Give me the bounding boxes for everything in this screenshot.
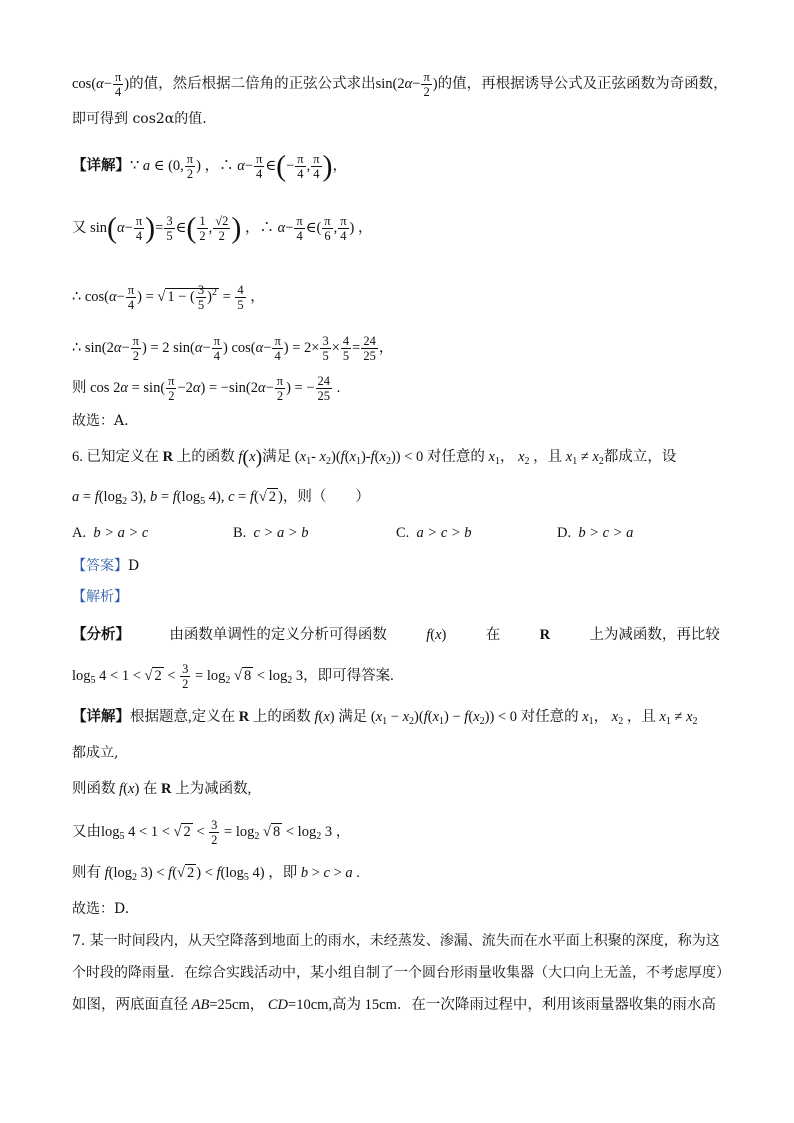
detail-line: 则有 $f(\log_2$ 3) < f(√ 2 ) < $f(\log_5$ 4) ，即 b > c > a .: [72, 865, 360, 883]
answer-line: [72, 555, 139, 577]
question-7-line: 如图，两底面直径 AB=25cm， CD=10cm,高为 15cm．在一次降雨过程中，利用该雨量器收集的雨水高: [72, 997, 716, 1013]
detail-label: 【详解】: [72, 157, 130, 174]
text-line: cos(α− $\frac{\pi}{4}$ )的值，然后根据二倍角的正弦公式求出sin(2α− $\frac{\pi}{2}$ )的值，再根据诱导公式及正弦函数为奇函数，: [72, 70, 728, 99]
analysis-label: 【解析】: [72, 589, 128, 605]
detail-label: 【详解】: [72, 709, 130, 725]
answer-line: 故选：A.: [72, 413, 129, 429]
question-6-line: 6. 已知定义在 R 上的函数 f(x)满足 ($x_1-$ $x_2)(f(x_1)-f(x_2)) < 0$ 对任意的 $x_1$， $x_2$ ，且 $x_1 \ne x_2$都成立，设: [72, 446, 677, 469]
option-b[interactable]: B. c > a > b: [233, 525, 309, 541]
detail-line: 又由$\log_5 4 < 1$ < √ 2 < $\frac{3}{2}$ = $\log_2$ √ $8 < \log_2 3$ ，: [72, 818, 351, 847]
text: 的值，然后根据二倍角的正弦公式求出: [129, 75, 376, 92]
question-number: 6.: [72, 449, 83, 465]
detail-line: ∴ sin(2α− $\frac{\pi}{2}$ ) = 2 sin(α− $\frac{\pi}{4}$ ) cos(α− $\frac{\pi}{4}$ ) = 2× $\frac{3}{5}$ × $\frac{4}{5}$ = $\frac{24}{25}$ ，: [72, 334, 394, 363]
detail-line: 【详解】∵ a ∈ (0, $\frac{\pi}{2}$ ) ，∴ α− $\frac{\pi}{4}$ ∈(− $\frac{\pi}{4}$ , $\frac{\pi}{4}$ )，: [72, 149, 347, 183]
analysis-line: 【分析】 由函数单调性的定义分析可得函数 f(x) 在 R 上为减函数，再比较: [72, 624, 720, 646]
question-7-line: 个时段的降雨量．在综合实践活动中，某小组自制了一个圆台形雨量收集器（大口向上无盖，不考虑厚度）: [72, 965, 730, 981]
detail-line: ∴ cos(α− $\frac{\pi}{4}$ ) = √ 1 − ( $\frac{3}{5}$ )$^2$ = $\frac{4}{5}$ ，: [72, 283, 265, 313]
question-6-line: $a = f(\log_2$ 3), $b = f(\log_5$ 4), c = f(√ 2 )，则（ ）: [72, 489, 370, 507]
detail-line: 【详解】根据题意,定义在 R 上的函数 f(x) 满足 $(x_1 - x_2)(f(x_1) - f(x_2)) < 0$ 对任意的 $x_1$， $x_2$ ，且 $x_1 \ne x_2$: [72, 709, 698, 727]
text-line: 即可得到 cos2α的值.: [72, 111, 207, 127]
question-7-line: 7. 某一时间段内，从天空降落到地面上的雨水，未经蒸发、渗漏、流失而在水平面上积聚的深度，称为这: [72, 933, 720, 949]
text: sin(2: [375, 75, 405, 92]
text: 的值，再根据诱导公式及正弦函数为奇函数，: [437, 75, 728, 92]
option-d[interactable]: D. b > c > a: [557, 525, 634, 541]
analysis-tag: 【分析】: [72, 627, 130, 643]
detail-line: 都成立,: [72, 745, 119, 761]
answer-label: 【答案】: [72, 558, 128, 574]
text: cos(: [72, 75, 97, 92]
answer-line: 故选：D.: [72, 901, 130, 917]
detail-line: 则 cos 2α = sin( $\frac{\pi}{2}$ −2α) = −sin(2α− $\frac{\pi}{2}$ ) = − $\frac{24}{25}$ .: [72, 374, 341, 403]
detail-line: 又 sin(α− $\frac{\pi}{4}$ )= $\frac{3}{5}$ ∈( $\frac{1}{2}$ , $\frac{√2}{2}$ ) ，∴ α− $\frac{\pi}{4}$ ∈( $\frac{\pi}{6}$ , $\frac{\pi}{4}$ ) ，: [72, 211, 373, 245]
detail-line: 则函数 f(x) 在 R 上为减函数,: [72, 781, 252, 797]
analysis-line: $\log_5 4 < 1$ < √ 2 < $\frac{3}{2}$ = $\log_2$ √ $8 < \log_2 3$，即可得答案.: [72, 662, 394, 691]
option-c[interactable]: C. a > c > b: [396, 525, 472, 541]
option-a[interactable]: A. b > a > c: [72, 525, 149, 541]
answer-value: D: [128, 558, 140, 574]
